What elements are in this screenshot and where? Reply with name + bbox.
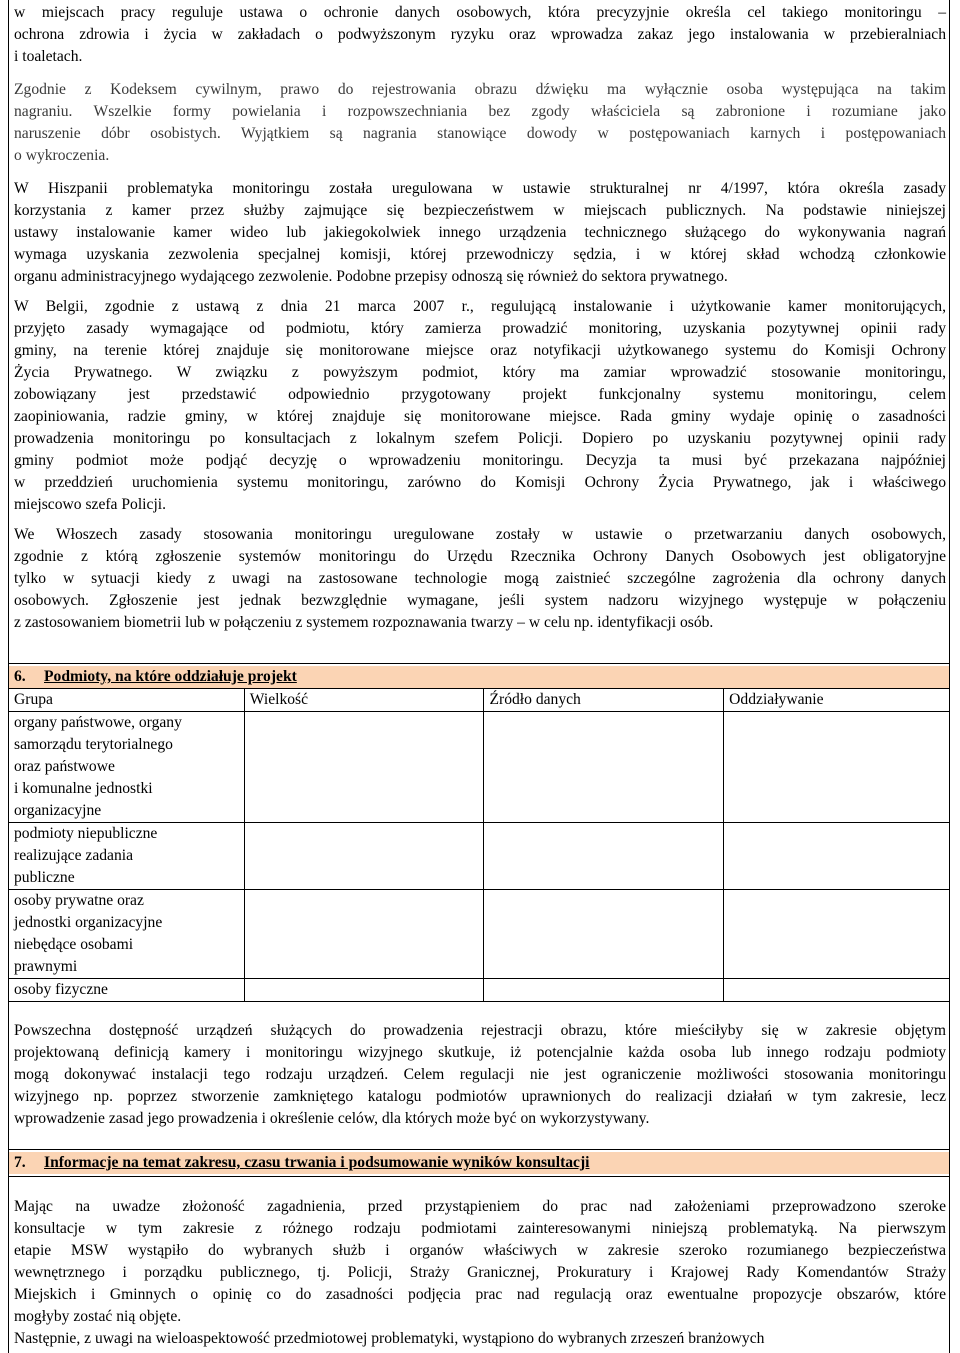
- table-row: [9, 979, 950, 1002]
- table-cell: [484, 979, 724, 1002]
- paragraph-line: etapie MSW wystąpiło do wybranych służb i organów właściwych w zakresie szeroko rozumianego bezpieczeństwa: [14, 1242, 946, 1259]
- paragraph-line: osobowych. Zgłoszenie jest jednak bezwzględnie wymagane, jeśli system nadzoru wizyjnego występuje w połączeniu: [14, 592, 946, 609]
- paragraph-line: projektowaną definicją kamery i monitoringu wizyjnego skutkuje, iż potencjalnie każda osoba lub innego rodzaju podmioty: [14, 1044, 946, 1061]
- paragraph-civil-code: [14, 79, 946, 167]
- paragraph-line: korzystania z kamer przez służby zajmujące się bezpieczeństwem w miejscach publicznych. Na podstawie niniejszej: [14, 202, 946, 219]
- table-cell: osoby prywatne oraz jednostki organizacyjne niebędące osobami prawnymi: [9, 890, 245, 979]
- paragraph-line: Mając na uwadze złożoność zagadnienia, przed przystąpieniem do prac nad założeniami przeprowadzono szeroke: [14, 1198, 946, 1215]
- paragraph-line: Powszechna dostępność urządzeń służących do prowadzenia rejestracji obrazu, które mieściłyby się w zakresie objętym: [14, 1022, 946, 1039]
- table-row: [9, 823, 950, 890]
- paragraph-line: w miejscach pracy reguluje ustawa o ochronie danych osobowych, która precyzyjnie określa cel takiego monitoringu –: [14, 4, 946, 21]
- table-cell: [724, 979, 950, 1002]
- section-7-heading: [9, 1152, 949, 1174]
- paragraph-line: Życia Prywatnego. W związku z powyższym podmiot, który ma zamiar wprowadzić stosowanie monitoringu,: [14, 364, 946, 381]
- paragraph-line: zaopiniowania, radzie gminy, w której znajduje się monitorowane miejsce. Rada gminy wydaje opinię o zasadności: [14, 408, 946, 425]
- table-cell: [244, 979, 484, 1002]
- section-divider: [8, 1176, 950, 1177]
- column-header: Źródło danych: [484, 689, 724, 712]
- paragraph-line: naruszenie dóbr osobistych. Wyjątkiem są nagrania stanowiące dowody w postępowaniach karnych i postępowaniach: [14, 125, 946, 142]
- section-divider: [8, 663, 950, 664]
- paragraph-line: We Włoszech zasady stosowania monitoringu uregulowane zostały w ustawie o przetwarzaniu danych osobowych,: [14, 526, 946, 543]
- paragraph-line: W Hiszpanii problematyka monitoringu została uregulowana w ustawie strukturalnej nr 4/1997, która określa zasady: [14, 180, 946, 197]
- table-row: [9, 890, 950, 979]
- paragraph-line: organu administracyjnego wydającego zezwolenie. Podobne przepisy odnoszą się również do sektora prywatnego.: [14, 268, 728, 285]
- table-cell: podmioty niepubliczne realizujące zadania publiczne: [9, 823, 245, 890]
- paragraph-belgium: [14, 296, 946, 516]
- paragraph-line: z zastosowaniem biometrii lub w połączeniu z systemem rozpoznawania twarzy – w celu np. identyfikacji osób.: [14, 614, 714, 631]
- paragraph-line: w przeddzień uruchomienia systemu monitoringu, zarówno do Komisji Ochrony Życia Prywatnego, jak i właściwego: [14, 474, 946, 491]
- table-cell: [484, 712, 724, 823]
- paragraph-consultations: [14, 1196, 946, 1328]
- paragraph-line: tylko w sytuacji kiedy z uwagi na zastosowane technologie mogą zaistnieć szczególne zagrożenia dla ochrony danych: [14, 570, 946, 587]
- paragraph-line: i toaletach.: [14, 48, 83, 65]
- paragraph-line: Zgodnie z Kodeksem cywilnym, prawo do rejestrowania obrazu dźwięku ma wyłącznie osoba występująca na takim: [14, 81, 946, 98]
- paragraph-line: zgodnie z którą zgłoszenie systemów monitoringu do Urzędu Rzecznika Ochrony Danych Osobowych jest obligatoryjne: [14, 548, 946, 565]
- column-header: Wielkość: [244, 689, 484, 712]
- paragraph-line: przyjęto zasady wymagające od podmiotu, który zamierza prowadzić monitoring, uzyskania pozytywnej opinii rady: [14, 320, 946, 337]
- paragraph-line: gminy, na terenie której znajduje się monitorowane miejsce oraz notyfikacji użytkowanego systemu do Komisji Ochrony: [14, 342, 946, 359]
- paragraph-availability: [14, 1020, 946, 1130]
- paragraph-line: mogą dokonywać instalacji tego rodzaju urządzeń. Celem regulacji nie jest ograniczenie możliwości stosowania monitoringu: [14, 1066, 946, 1083]
- table-cell: [724, 712, 950, 823]
- paragraph-line: wymaga uzyskania zezwolenia specjalnej komisji, której przewodniczy sędzia, i w której skład wchodzą członkowie: [14, 246, 946, 263]
- table-cell: [724, 890, 950, 979]
- table-cell: [244, 890, 484, 979]
- table-cell: [484, 823, 724, 890]
- table-cell: organy państwowe, organy samorządu terytorialnego oraz państwowe i komunalne jednostki organizacyjne: [9, 712, 245, 823]
- section-divider: [8, 1149, 950, 1150]
- column-header: Grupa: [9, 689, 245, 712]
- paragraph-line: zobowiązany jest przedstawić odpowiednio przygotowany projekt funkcjonalny systemu monitoringu, celem: [14, 386, 946, 403]
- paragraph-industry-groups: [14, 1328, 946, 1350]
- table-row: [9, 712, 950, 823]
- section-6-title: Podmioty, na które oddziałuje projekt: [44, 668, 297, 685]
- table-cell: [244, 712, 484, 823]
- section-7-number: 7.: [14, 1154, 26, 1171]
- paragraph-line: nagraniu. Wszelkie formy powielania i rozpowszechniania bez zgody właściciela są zabronione i rozumiane jako: [14, 103, 946, 120]
- paragraph-workplace-monitoring: [14, 2, 946, 68]
- paragraph-line: ochrona zdrowia i życia w zakładach o podwyższonym ryzyku oraz wprowadza zakaz jego instalowania w przebieralniach: [14, 26, 946, 43]
- section-6-heading: [9, 666, 949, 688]
- paragraph-line: konsultacje w tym zakresie z różnego rodzaju podmiotami zainteresowanymi niniejszą problematyką. Na pierwszym: [14, 1220, 946, 1237]
- column-header: Oddziaływanie: [724, 689, 950, 712]
- paragraph-line: mogłyby zostać nią objęte.: [14, 1308, 182, 1325]
- paragraph-line: Miejskich i Gminnych o opinię co do zasadności podjęcia prac nad regulacją oraz ewentualne propozycje obszarów, które: [14, 1286, 946, 1303]
- paragraph-line: gminy podmiot może podjąć decyzję o wprowadzeniu monitoringu. Decyzja ta musi być przekazana najpóźniej: [14, 452, 946, 469]
- paragraph-line: W Belgii, zgodnie z ustawą z dnia 21 marca 2007 r., regulującą instalowanie i użytkowanie kamer monitorujących,: [14, 298, 946, 315]
- section-6-number: 6.: [14, 668, 26, 685]
- table-cell: [724, 823, 950, 890]
- paragraph-line: o wykroczenia.: [14, 147, 110, 164]
- table-cell: osoby fizyczne: [9, 979, 245, 1002]
- table-header-row: [9, 689, 950, 712]
- paragraph-line: Następnie, z uwagi na wieloaspektowość przedmiotowej problematyki, wystąpiono do wybranych zrzeszeń branżowych: [14, 1330, 765, 1347]
- paragraph-line: prowadzenia monitoringu po konsultacjach z lokalnym szefem Policji. Dopiero po uzyskaniu pozytywnej opinii rady: [14, 430, 946, 447]
- paragraph-spain: [14, 178, 946, 288]
- table-cell: [244, 823, 484, 890]
- paragraph-line: miejscowo szefa Policji.: [14, 496, 167, 513]
- paragraph-line: wizyjnego np. poprzez stworzenie zamkniętego katalogu podmiotów uprawnionych do realizacji działań w tym zakresie, lecz: [14, 1088, 946, 1105]
- paragraph-line: ustawy instalowanie kamer wideo lub jakiegokolwiek innego urządzenia technicznego służącego do wykonywania nagrań: [14, 224, 946, 241]
- paragraph-line: wewnętrznego i porządku publicznego, tj. Policji, Straży Granicznej, Prokuratury i Krajowej Rady Komendantów Straży: [14, 1264, 946, 1281]
- paragraph-line: wprowadzenie zasad jego prowadzenia i określenie celów, dla których może być on wykorzystywany.: [14, 1110, 650, 1127]
- section-7-title: Informacje na temat zakresu, czasu trwania i podsumowanie wyników konsultacji: [44, 1154, 590, 1171]
- stakeholders-table: [8, 688, 950, 1002]
- paragraph-italy: [14, 524, 946, 634]
- table-cell: [484, 890, 724, 979]
